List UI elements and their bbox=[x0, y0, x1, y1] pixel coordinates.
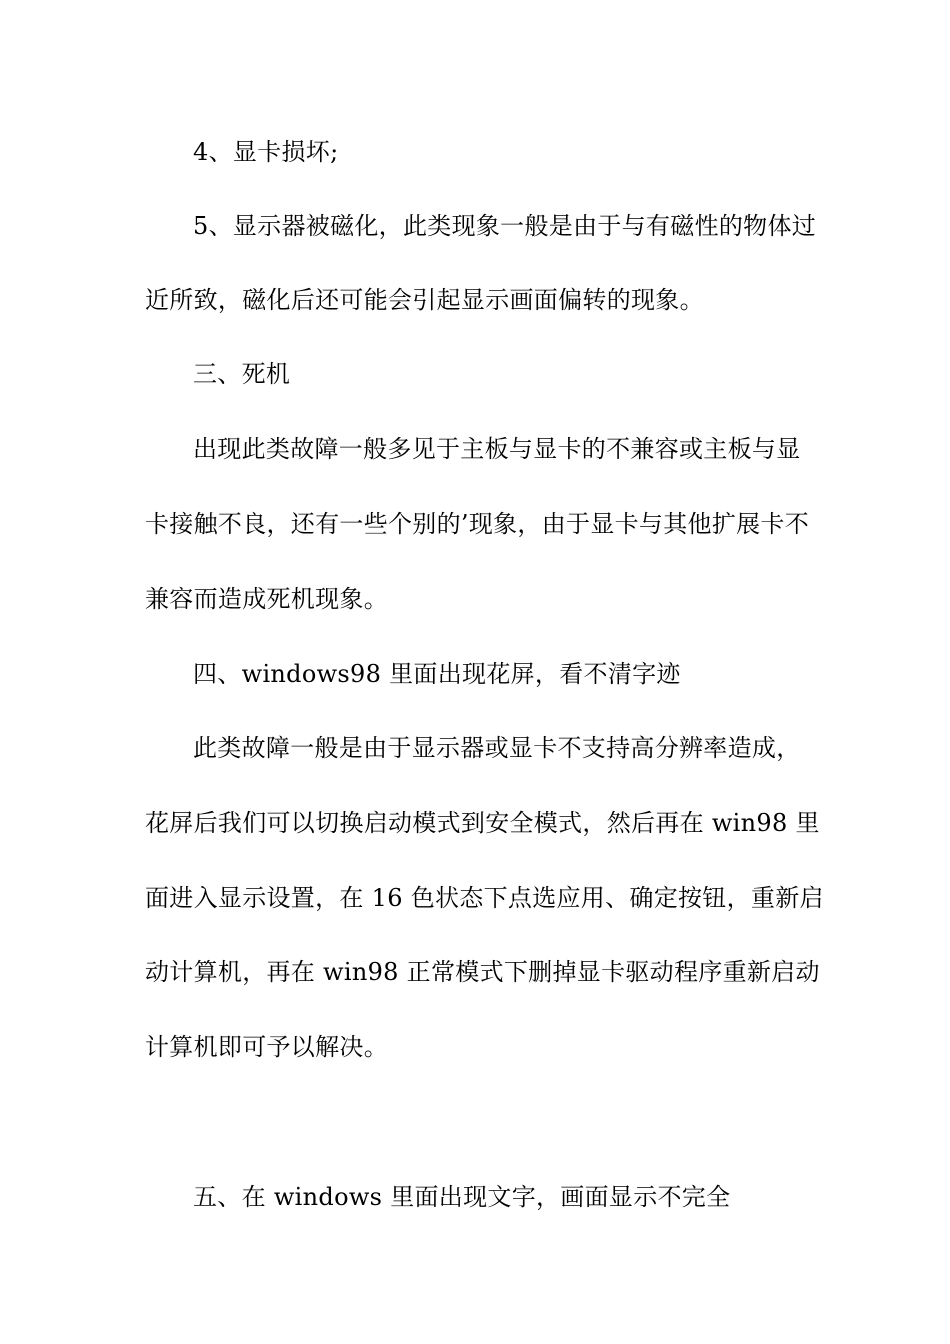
paragraph-4-line-2: 花屏后我们可以切换启动模式到安全模式，然后再在 win98 里 bbox=[145, 809, 820, 837]
paragraph-3-line-2: 卡接触不良，还有一些个别的’现象，由于显卡与其他扩展卡不 bbox=[145, 510, 810, 538]
paragraph-4-line-1: 此类故障一般是由于显示器或显卡不支持高分辨率造成， bbox=[193, 734, 801, 762]
paragraph-4-line-5: 计算机即可予以解决。 bbox=[145, 1033, 388, 1061]
paragraph-4-line-3: 面进入显示设置，在 16 色状态下点选应用、确定按钮，重新启 bbox=[145, 884, 824, 912]
paragraph-3-line-3: 兼容而造成死机现象。 bbox=[145, 585, 388, 613]
section-heading-3: 三、死机 bbox=[193, 360, 291, 388]
section-heading-4: 四、windows98 里面出现花屏，看不清字迹 bbox=[193, 660, 681, 688]
section-heading-5: 五、在 windows 里面出现文字，画面显示不完全 bbox=[193, 1183, 731, 1211]
list-item-4: 4、显卡损坏; bbox=[193, 138, 339, 166]
list-item-5-line-2: 近所致，磁化后还可能会引起显示画面偏转的现象。 bbox=[145, 286, 704, 314]
list-item-5-line-1: 5、显示器被磁化，此类现象一般是由于与有磁性的物体过 bbox=[193, 212, 817, 240]
paragraph-4-line-4: 动计算机，再在 win98 正常模式下删掉显卡驱动程序重新启动 bbox=[145, 958, 820, 986]
paragraph-3-line-1: 出现此类故障一般多见于主板与显卡的不兼容或主板与显 bbox=[193, 435, 801, 463]
